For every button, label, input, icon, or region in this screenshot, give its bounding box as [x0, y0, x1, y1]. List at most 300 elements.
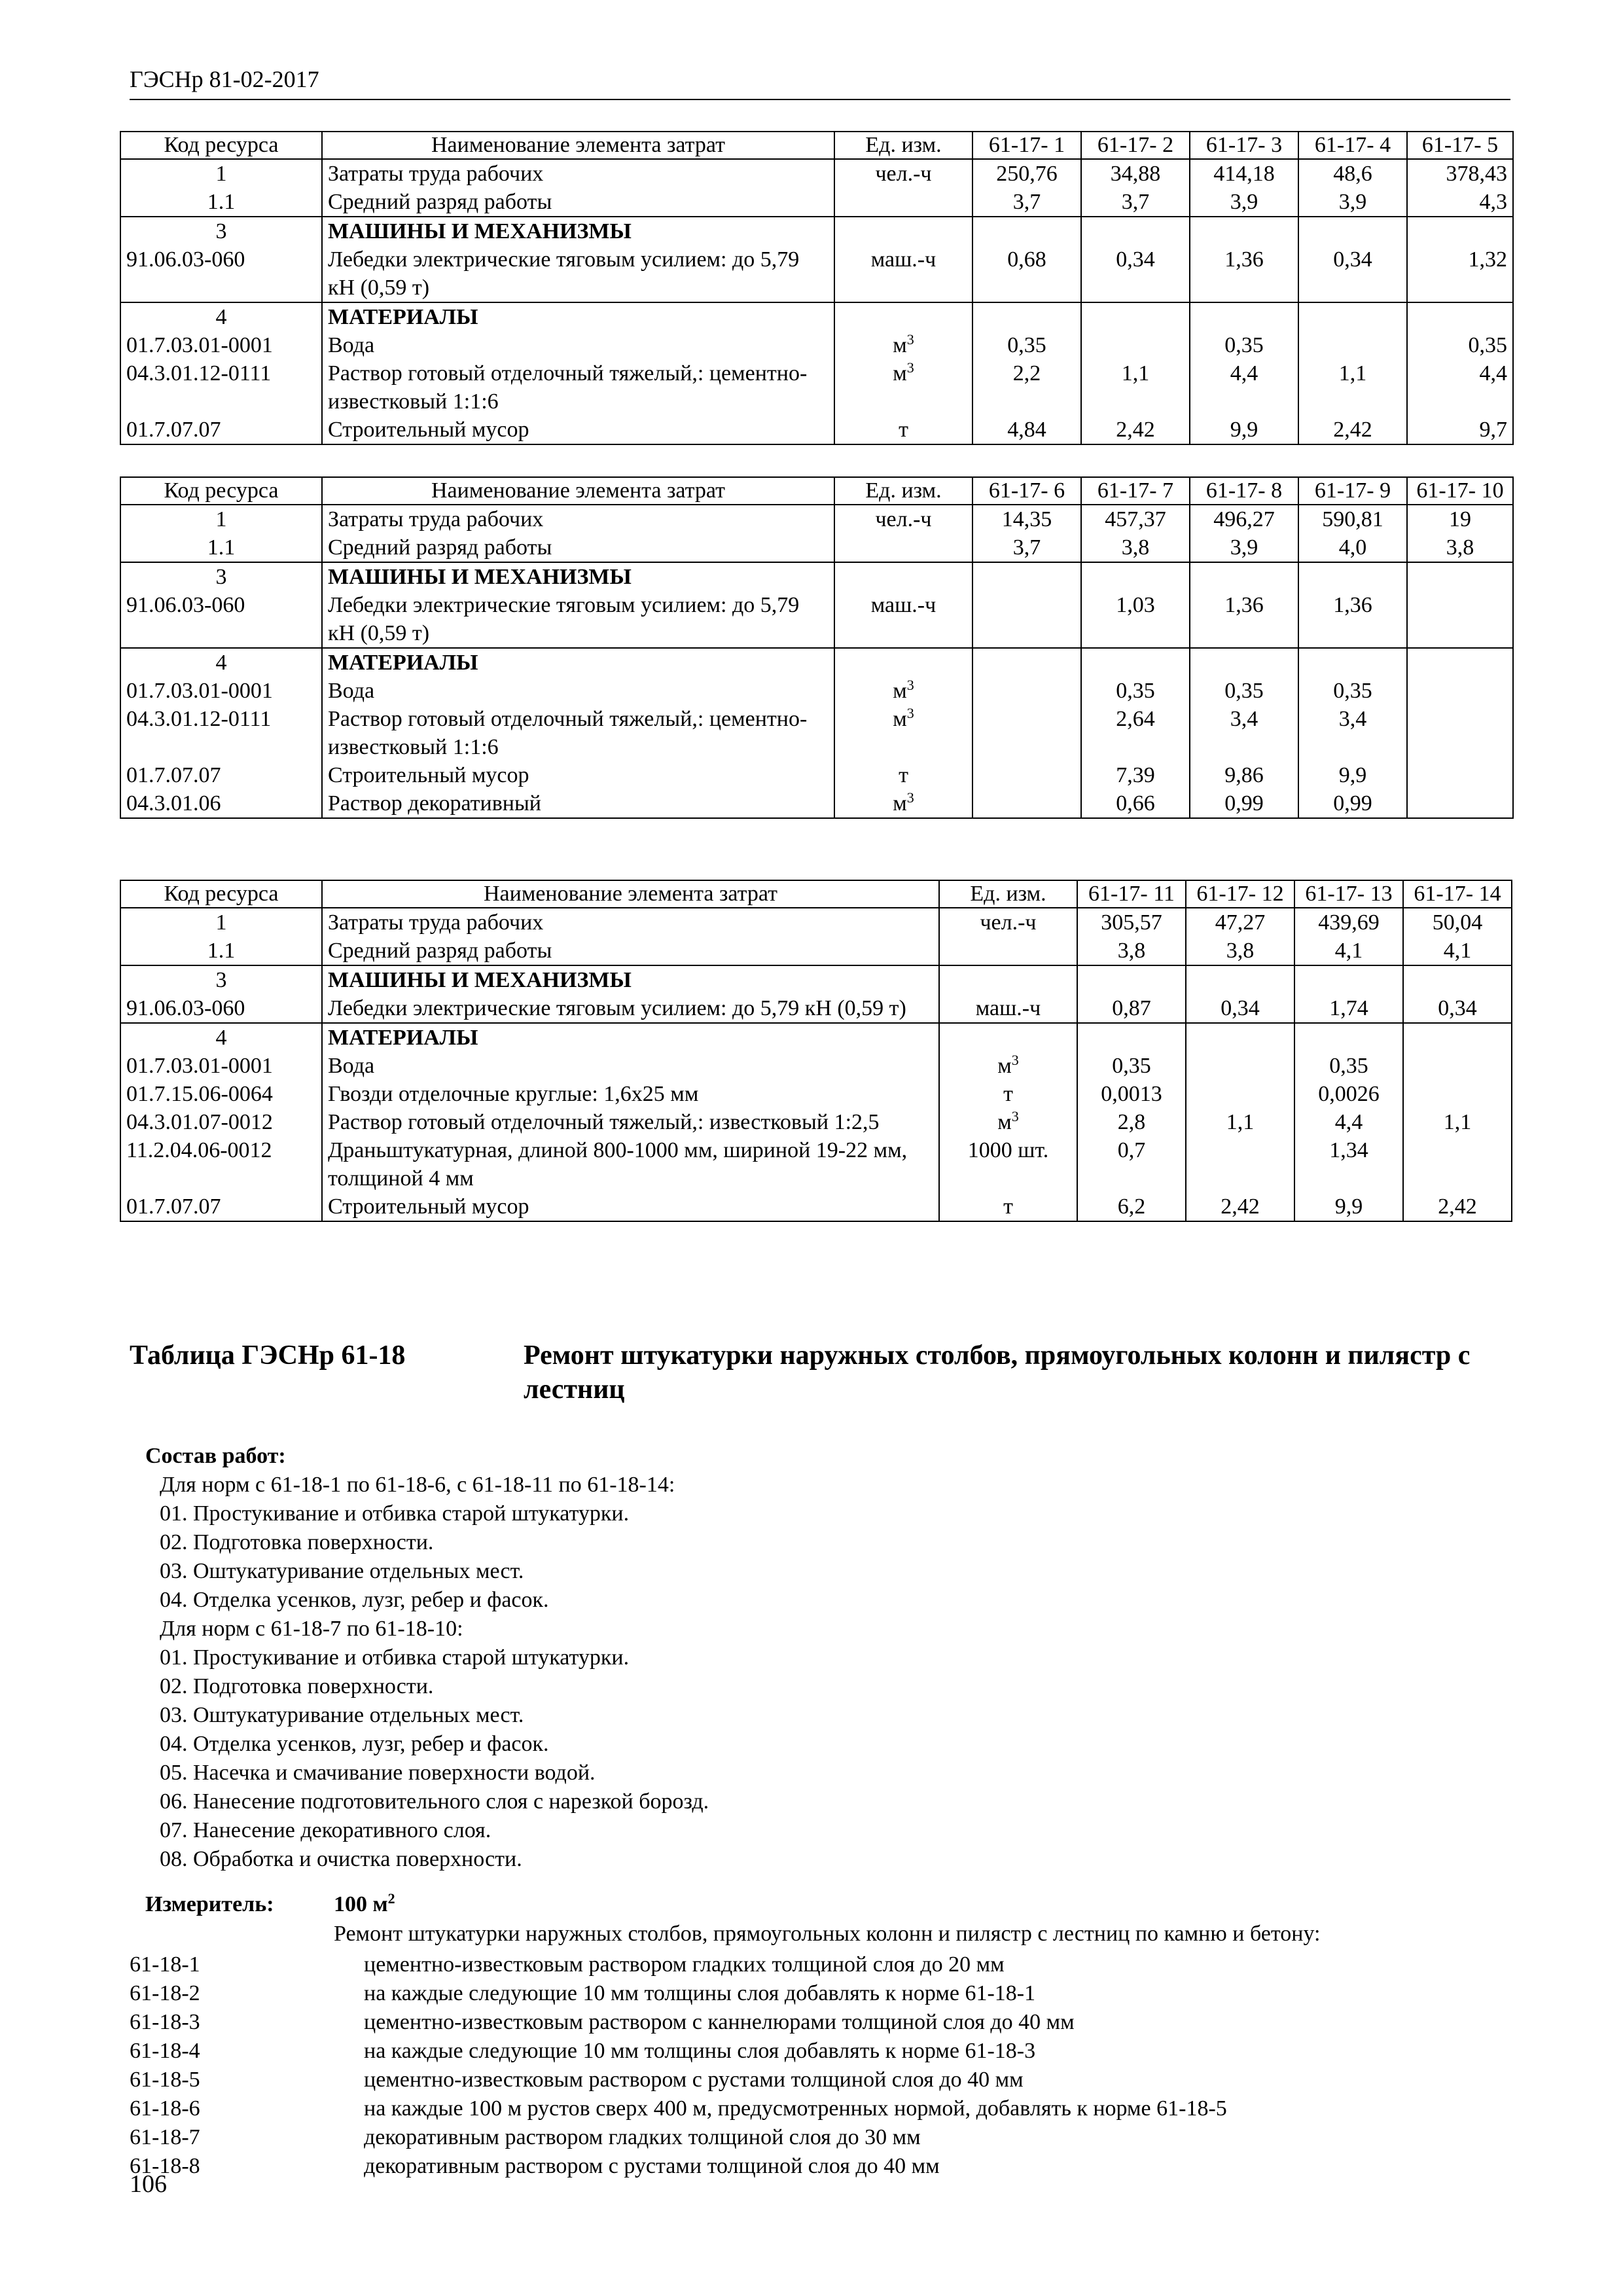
norm-row — [130, 2123, 1227, 2152]
resource-name: МАШИНЫ И МЕХАНИЗМЫ — [322, 965, 939, 994]
resource-name: МАТЕРИАЛЫ — [322, 648, 834, 677]
norm-code: 61-18-5 — [130, 2068, 200, 2092]
value-cell: 4,3 — [1407, 188, 1513, 217]
header-cell: 61-17- 6 — [972, 477, 1081, 505]
value-cell — [972, 705, 1081, 761]
norm-row — [130, 1979, 1227, 2008]
value-cell: 1,32 — [1407, 245, 1513, 302]
work-lines — [145, 1471, 709, 1874]
resource-code: 3 — [120, 965, 322, 994]
resource-name: МАТЕРИАЛЫ — [322, 302, 834, 331]
resource-table-2 — [120, 476, 1514, 819]
value-cell — [1407, 677, 1513, 705]
value-cell: 3,7 — [972, 188, 1081, 217]
unit-cell — [939, 1108, 1077, 1136]
value-cell — [1186, 1080, 1294, 1108]
value-cell — [1298, 562, 1407, 591]
unit-cell — [834, 302, 972, 331]
value-cell: 378,43 — [1407, 159, 1513, 188]
unit-text: т — [1003, 1082, 1013, 1106]
norm-code: 61-18-1 — [130, 1952, 200, 1977]
resource-name: Строительный мусор — [322, 1193, 939, 1221]
unit-text: м — [893, 679, 907, 703]
value-cell — [972, 591, 1081, 648]
value-cell — [1298, 648, 1407, 677]
table-row — [120, 761, 1513, 789]
value-cell: 439,69 — [1294, 908, 1403, 937]
value-cell — [972, 677, 1081, 705]
value-cell: 6,2 — [1077, 1193, 1186, 1221]
unit-superscript: 3 — [1011, 1052, 1019, 1068]
unit-cell — [834, 416, 972, 444]
resource-name: МАШИНЫ И МЕХАНИЗМЫ — [322, 562, 834, 591]
value-cell: 2,42 — [1081, 416, 1190, 444]
value-cell: 3,7 — [1081, 188, 1190, 217]
value-cell — [1186, 965, 1294, 994]
unit-cell — [834, 245, 972, 302]
resource-name: Средний разряд работы — [322, 533, 834, 562]
unit-cell — [939, 1193, 1077, 1221]
value-cell — [1403, 1080, 1512, 1108]
value-cell: 2,64 — [1081, 705, 1190, 761]
resource-name: Вода — [322, 1052, 939, 1080]
value-cell: 0,35 — [1190, 677, 1298, 705]
table-row — [120, 159, 1513, 188]
norm-text: декоративным раствором с рустами толщиной слоя до 40 мм — [364, 2154, 940, 2178]
value-cell — [1403, 1136, 1512, 1193]
unit-cell — [834, 159, 972, 188]
table-row — [120, 1108, 1512, 1136]
table-row — [120, 591, 1513, 648]
resource-code: 04.3.01.12-0111 — [120, 359, 322, 416]
value-cell: 3,8 — [1186, 937, 1294, 965]
page-number: 106 — [130, 2170, 167, 2198]
work-line: 03. Оштукатуривание отдельных мест. — [160, 1703, 524, 1727]
work-heading: Состав работ: — [145, 1444, 286, 1468]
value-cell — [1077, 1023, 1186, 1052]
resource-name: Раствор готовый отделочный тяжелый,: известковый 1:2,5 — [322, 1108, 939, 1136]
value-cell: 34,88 — [1081, 159, 1190, 188]
header-cell: 61-17- 7 — [1081, 477, 1190, 505]
value-cell: 4,4 — [1190, 359, 1298, 416]
value-cell — [1298, 331, 1407, 359]
norm-code: 61-18-6 — [130, 2096, 200, 2121]
resource-name: Вода — [322, 677, 834, 705]
unit-text: чел.-ч — [875, 162, 932, 186]
value-cell: 2,42 — [1403, 1193, 1512, 1221]
value-cell — [1407, 789, 1513, 818]
value-cell: 0,35 — [1298, 677, 1407, 705]
table-row — [120, 1052, 1512, 1080]
value-cell: 2,42 — [1186, 1193, 1294, 1221]
value-cell — [1407, 761, 1513, 789]
norm-text: на каждые 100 м рустов сверх 400 м, предусмотренных нормой, добавлять к норме 61-18-5 — [364, 2096, 1227, 2121]
resource-code: 91.06.03-060 — [120, 245, 322, 302]
unit-superscript: 3 — [1011, 1108, 1019, 1124]
value-cell — [1186, 1136, 1294, 1193]
value-cell — [1407, 705, 1513, 761]
unit-text: маш.-ч — [870, 593, 936, 617]
value-cell: 9,9 — [1190, 416, 1298, 444]
resource-name: Затраты труда рабочих — [322, 159, 834, 188]
table-row — [120, 217, 1513, 245]
value-cell: 1,03 — [1081, 591, 1190, 648]
table-row — [120, 1080, 1512, 1108]
resource-code: 4 — [120, 648, 322, 677]
value-cell: 0,35 — [972, 331, 1081, 359]
table-row — [120, 331, 1513, 359]
unit-text: м — [893, 361, 907, 386]
resource-code: 01.7.03.01-0001 — [120, 331, 322, 359]
header-cell: Наименование элемента затрат — [322, 477, 834, 505]
value-cell: 3,9 — [1298, 188, 1407, 217]
value-cell: 590,81 — [1298, 505, 1407, 533]
value-cell — [1190, 562, 1298, 591]
header-cell: Наименование элемента затрат — [322, 132, 834, 159]
value-cell — [1186, 1023, 1294, 1052]
work-line: 01. Простукивание и отбивка старой штукатурки. — [160, 1645, 630, 1670]
header-cell: 61-17- 14 — [1403, 880, 1512, 908]
meter-value-sup: 2 — [387, 1890, 395, 1907]
header-cell: Ед. изм. — [834, 477, 972, 505]
norm-text: на каждые следующие 10 мм толщины слоя добавлять к норме 61-18-3 — [364, 2039, 1036, 2063]
value-cell: 0,0013 — [1077, 1080, 1186, 1108]
header-cell: 61-17- 2 — [1081, 132, 1190, 159]
value-cell: 414,18 — [1190, 159, 1298, 188]
work-line: 02. Подготовка поверхности. — [160, 1530, 434, 1554]
value-cell: 3,4 — [1298, 705, 1407, 761]
unit-text: т — [899, 418, 908, 442]
header-cell: Код ресурса — [120, 132, 322, 159]
unit-cell — [834, 562, 972, 591]
table-row — [120, 302, 1513, 331]
value-cell — [1190, 217, 1298, 245]
unit-cell — [834, 648, 972, 677]
unit-cell — [834, 533, 972, 562]
work-line: 04. Отделка усенков, лузг, ребер и фасок. — [160, 1588, 549, 1612]
value-cell: 1,36 — [1298, 591, 1407, 648]
header-cell: 61-17- 5 — [1407, 132, 1513, 159]
value-cell — [972, 217, 1081, 245]
norm-row — [130, 2152, 1227, 2181]
resource-name: Вода — [322, 331, 834, 359]
table-row — [120, 188, 1513, 217]
unit-superscript: 3 — [906, 705, 914, 721]
value-cell: 250,76 — [972, 159, 1081, 188]
table-header-row — [120, 477, 1513, 505]
value-cell — [972, 302, 1081, 331]
norm-text: цементно-известковым раствором гладких толщиной слоя до 20 мм — [364, 1952, 1005, 1977]
value-cell: 1,34 — [1294, 1136, 1403, 1193]
table-row — [120, 359, 1513, 416]
work-line: 06. Нанесение подготовительного слоя с нарезкой борозд. — [160, 1789, 709, 1814]
value-cell: 7,39 — [1081, 761, 1190, 789]
header-rule — [130, 99, 1510, 100]
value-cell: 3,8 — [1081, 533, 1190, 562]
value-cell: 3,9 — [1190, 188, 1298, 217]
unit-text: м — [997, 1054, 1012, 1078]
unit-text: м — [893, 333, 907, 357]
value-cell: 1,1 — [1186, 1108, 1294, 1136]
value-cell — [1403, 965, 1512, 994]
value-cell — [1298, 302, 1407, 331]
table-row — [120, 648, 1513, 677]
work-line: 01. Простукивание и отбивка старой штукатурки. — [160, 1501, 630, 1526]
value-cell: 1,1 — [1403, 1108, 1512, 1136]
value-cell: 3,8 — [1407, 533, 1513, 562]
value-cell — [1407, 591, 1513, 648]
value-cell: 0,34 — [1186, 994, 1294, 1023]
value-cell: 0,0026 — [1294, 1080, 1403, 1108]
unit-cell — [939, 937, 1077, 965]
header-cell: 61-17- 3 — [1190, 132, 1298, 159]
unit-cell — [834, 331, 972, 359]
value-cell: 0,35 — [1081, 677, 1190, 705]
norm-row — [130, 2066, 1227, 2094]
resource-code: 01.7.03.01-0001 — [120, 677, 322, 705]
norm-code: 61-18-2 — [130, 1981, 200, 2005]
value-cell: 48,6 — [1298, 159, 1407, 188]
resource-name: Лебедки электрические тяговым усилием: до 5,79 кН (0,59 т) — [322, 245, 834, 302]
value-cell: 0,35 — [1190, 331, 1298, 359]
resource-code: 91.06.03-060 — [120, 994, 322, 1023]
value-cell — [1190, 302, 1298, 331]
resource-name: Лебедки электрические тяговым усилием: до 5,79 кН (0,59 т) — [322, 994, 939, 1023]
value-cell: 0,35 — [1294, 1052, 1403, 1080]
table-row — [120, 937, 1512, 965]
resource-code: 3 — [120, 217, 322, 245]
value-cell: 4,84 — [972, 416, 1081, 444]
header-cell: Ед. изм. — [834, 132, 972, 159]
meter-value — [334, 1892, 395, 1917]
value-cell: 0,7 — [1077, 1136, 1186, 1193]
value-cell: 1,74 — [1294, 994, 1403, 1023]
norm-row — [130, 2008, 1227, 2037]
norm-row — [130, 2094, 1227, 2123]
value-cell: 4,1 — [1403, 937, 1512, 965]
table-header-row — [120, 880, 1512, 908]
unit-superscript: 3 — [906, 789, 914, 806]
value-cell — [1190, 648, 1298, 677]
value-cell: 2,42 — [1298, 416, 1407, 444]
resource-name: Гвозди отделочные круглые: 1,6х25 мм — [322, 1080, 939, 1108]
resource-code: 01.7.03.01-0001 — [120, 1052, 322, 1080]
value-cell — [972, 648, 1081, 677]
work-line: Для норм с 61-18-1 по 61-18-6, с 61-18-11 по 61-18-14: — [160, 1473, 675, 1497]
norm-text: цементно-известковым раствором с каннелюрами толщиной слоя до 40 мм — [364, 2010, 1075, 2034]
resource-code: 11.2.04.06-0012 — [120, 1136, 322, 1193]
page-header: ГЭСНр 81-02-2017 — [130, 66, 319, 92]
table-header-row — [120, 132, 1513, 159]
resource-code: 04.3.01.12-0111 — [120, 705, 322, 761]
header-cell: 61-17- 11 — [1077, 880, 1186, 908]
value-cell: 2,8 — [1077, 1108, 1186, 1136]
table-row — [120, 416, 1513, 444]
table-row — [120, 1136, 1512, 1193]
value-cell — [1403, 1023, 1512, 1052]
unit-text: м — [893, 791, 907, 816]
table-label: Таблица ГЭСНр 61-18 — [130, 1340, 406, 1371]
unit-cell — [834, 217, 972, 245]
table-row — [120, 789, 1513, 818]
unit-text: маш.-ч — [870, 247, 936, 272]
resource-name: МАТЕРИАЛЫ — [322, 1023, 939, 1052]
value-cell — [1298, 217, 1407, 245]
norm-text: декоративным раствором гладких толщиной слоя до 30 мм — [364, 2125, 921, 2149]
value-cell: 9,7 — [1407, 416, 1513, 444]
norm-text: цементно-известковым раствором с рустами толщиной слоя до 40 мм — [364, 2068, 1024, 2092]
norm-list — [130, 1950, 1227, 2181]
unit-superscript: 3 — [906, 359, 914, 376]
header-cell: Наименование элемента затрат — [322, 880, 939, 908]
value-cell: 0,34 — [1403, 994, 1512, 1023]
value-cell — [1403, 1052, 1512, 1080]
table-row — [120, 705, 1513, 761]
unit-cell — [939, 908, 1077, 937]
value-cell: 0,68 — [972, 245, 1081, 302]
unit-cell — [939, 965, 1077, 994]
header-cell: 61-17- 8 — [1190, 477, 1298, 505]
table-row — [120, 533, 1513, 562]
value-cell: 4,4 — [1294, 1108, 1403, 1136]
work-line: 02. Подготовка поверхности. — [160, 1674, 434, 1698]
unit-cell — [834, 591, 972, 648]
value-cell: 47,27 — [1186, 908, 1294, 937]
resource-code: 3 — [120, 562, 322, 591]
header-cell: Код ресурса — [120, 880, 322, 908]
norm-code: 61-18-8 — [130, 2154, 200, 2178]
value-cell: 305,57 — [1077, 908, 1186, 937]
value-cell: 3,4 — [1190, 705, 1298, 761]
resource-name: Раствор готовый отделочный тяжелый,: цементно-известковый 1:1:6 — [322, 705, 834, 761]
value-cell — [1294, 1023, 1403, 1052]
resource-code: 91.06.03-060 — [120, 591, 322, 648]
table-row — [120, 1023, 1512, 1052]
norm-text: на каждые следующие 10 мм толщины слоя добавлять к норме 61-18-1 — [364, 1981, 1036, 2005]
value-cell: 1,1 — [1298, 359, 1407, 416]
table-row — [120, 908, 1512, 937]
work-line: Для норм с 61-18-7 по 61-18-10: — [160, 1617, 463, 1641]
resource-name: Затраты труда рабочих — [322, 908, 939, 937]
resource-code: 1.1 — [120, 188, 322, 217]
work-line: 07. Нанесение декоративного слоя. — [160, 1818, 491, 1842]
unit-cell — [834, 677, 972, 705]
resource-code: 1.1 — [120, 533, 322, 562]
resource-name: Лебедки электрические тяговым усилием: до 5,79 кН (0,59 т) — [322, 591, 834, 648]
value-cell — [1081, 648, 1190, 677]
resource-name: Средний разряд работы — [322, 937, 939, 965]
resource-code: 04.3.01.06 — [120, 789, 322, 818]
unit-cell — [939, 1080, 1077, 1108]
value-cell: 0,66 — [1081, 789, 1190, 818]
table-row — [120, 505, 1513, 533]
resource-code: 1 — [120, 505, 322, 533]
value-cell — [1407, 217, 1513, 245]
value-cell: 4,4 — [1407, 359, 1513, 416]
value-cell: 9,86 — [1190, 761, 1298, 789]
value-cell: 0,34 — [1298, 245, 1407, 302]
resource-code: 01.7.15.06-0064 — [120, 1080, 322, 1108]
unit-cell — [834, 789, 972, 818]
resource-code: 1.1 — [120, 937, 322, 965]
resource-table-1 — [120, 131, 1514, 445]
value-cell: 0,99 — [1190, 789, 1298, 818]
header-cell: 61-17- 10 — [1407, 477, 1513, 505]
value-cell: 3,7 — [972, 533, 1081, 562]
work-line: 05. Насечка и смачивание поверхности водой. — [160, 1761, 596, 1785]
work-line: 08. Обработка и очистка поверхности. — [160, 1847, 522, 1871]
unit-text: 1000 шт. — [967, 1138, 1049, 1162]
value-cell: 4,1 — [1294, 937, 1403, 965]
unit-text: чел.-ч — [980, 910, 1037, 935]
norm-code: 61-18-3 — [130, 2010, 200, 2034]
value-cell: 1,36 — [1190, 245, 1298, 302]
value-cell: 9,9 — [1298, 761, 1407, 789]
table-row — [120, 677, 1513, 705]
value-cell: 14,35 — [972, 505, 1081, 533]
unit-cell — [834, 359, 972, 416]
value-cell — [1407, 302, 1513, 331]
value-cell: 1,1 — [1081, 359, 1190, 416]
resource-name: Строительный мусор — [322, 416, 834, 444]
meter-description: Ремонт штукатурки наружных столбов, прямоугольных колонн и пилястр с лестниц по камню и бетону: — [334, 1922, 1321, 1946]
value-cell — [1077, 965, 1186, 994]
work-line: 04. Отделка усенков, лузг, ребер и фасок. — [160, 1732, 549, 1756]
resource-name: Раствор готовый отделочный тяжелый,: цементно-известковый 1:1:6 — [322, 359, 834, 416]
unit-cell — [939, 994, 1077, 1023]
resource-name: Строительный мусор — [322, 761, 834, 789]
unit-cell — [834, 188, 972, 217]
value-cell: 496,27 — [1190, 505, 1298, 533]
value-cell: 1,36 — [1190, 591, 1298, 648]
value-cell — [972, 761, 1081, 789]
resource-code: 1 — [120, 159, 322, 188]
value-cell: 19 — [1407, 505, 1513, 533]
norm-code: 61-18-7 — [130, 2125, 200, 2149]
value-cell: 0,35 — [1407, 331, 1513, 359]
table-row — [120, 965, 1512, 994]
resource-code: 01.7.07.07 — [120, 1193, 322, 1221]
table-row — [120, 994, 1512, 1023]
value-cell — [1081, 217, 1190, 245]
value-cell: 3,9 — [1190, 533, 1298, 562]
work-composition — [145, 1442, 709, 1874]
norm-row — [130, 1950, 1227, 1979]
value-cell — [972, 562, 1081, 591]
header-cell: 61-17- 9 — [1298, 477, 1407, 505]
resource-code: 01.7.07.07 — [120, 761, 322, 789]
unit-cell — [939, 1052, 1077, 1080]
unit-text: чел.-ч — [875, 507, 932, 531]
value-cell: 2,2 — [972, 359, 1081, 416]
resource-name: Драньштукатурная, длиной 800-1000 мм, шириной 19-22 мм, толщиной 4 мм — [322, 1136, 939, 1193]
meter-label: Измеритель: — [145, 1892, 274, 1916]
value-cell — [1081, 331, 1190, 359]
value-cell: 50,04 — [1403, 908, 1512, 937]
resource-code: 04.3.01.07-0012 — [120, 1108, 322, 1136]
work-line: 03. Оштукатуривание отдельных мест. — [160, 1559, 524, 1583]
unit-cell — [939, 1023, 1077, 1052]
norm-code: 61-18-4 — [130, 2039, 200, 2063]
unit-cell — [939, 1136, 1077, 1193]
header-cell: Ед. изм. — [939, 880, 1077, 908]
header-cell: Код ресурса — [120, 477, 322, 505]
value-cell: 0,99 — [1298, 789, 1407, 818]
value-cell — [1294, 965, 1403, 994]
resource-name: Затраты труда рабочих — [322, 505, 834, 533]
unit-text: м — [893, 707, 907, 731]
resource-table-3 — [120, 880, 1512, 1222]
